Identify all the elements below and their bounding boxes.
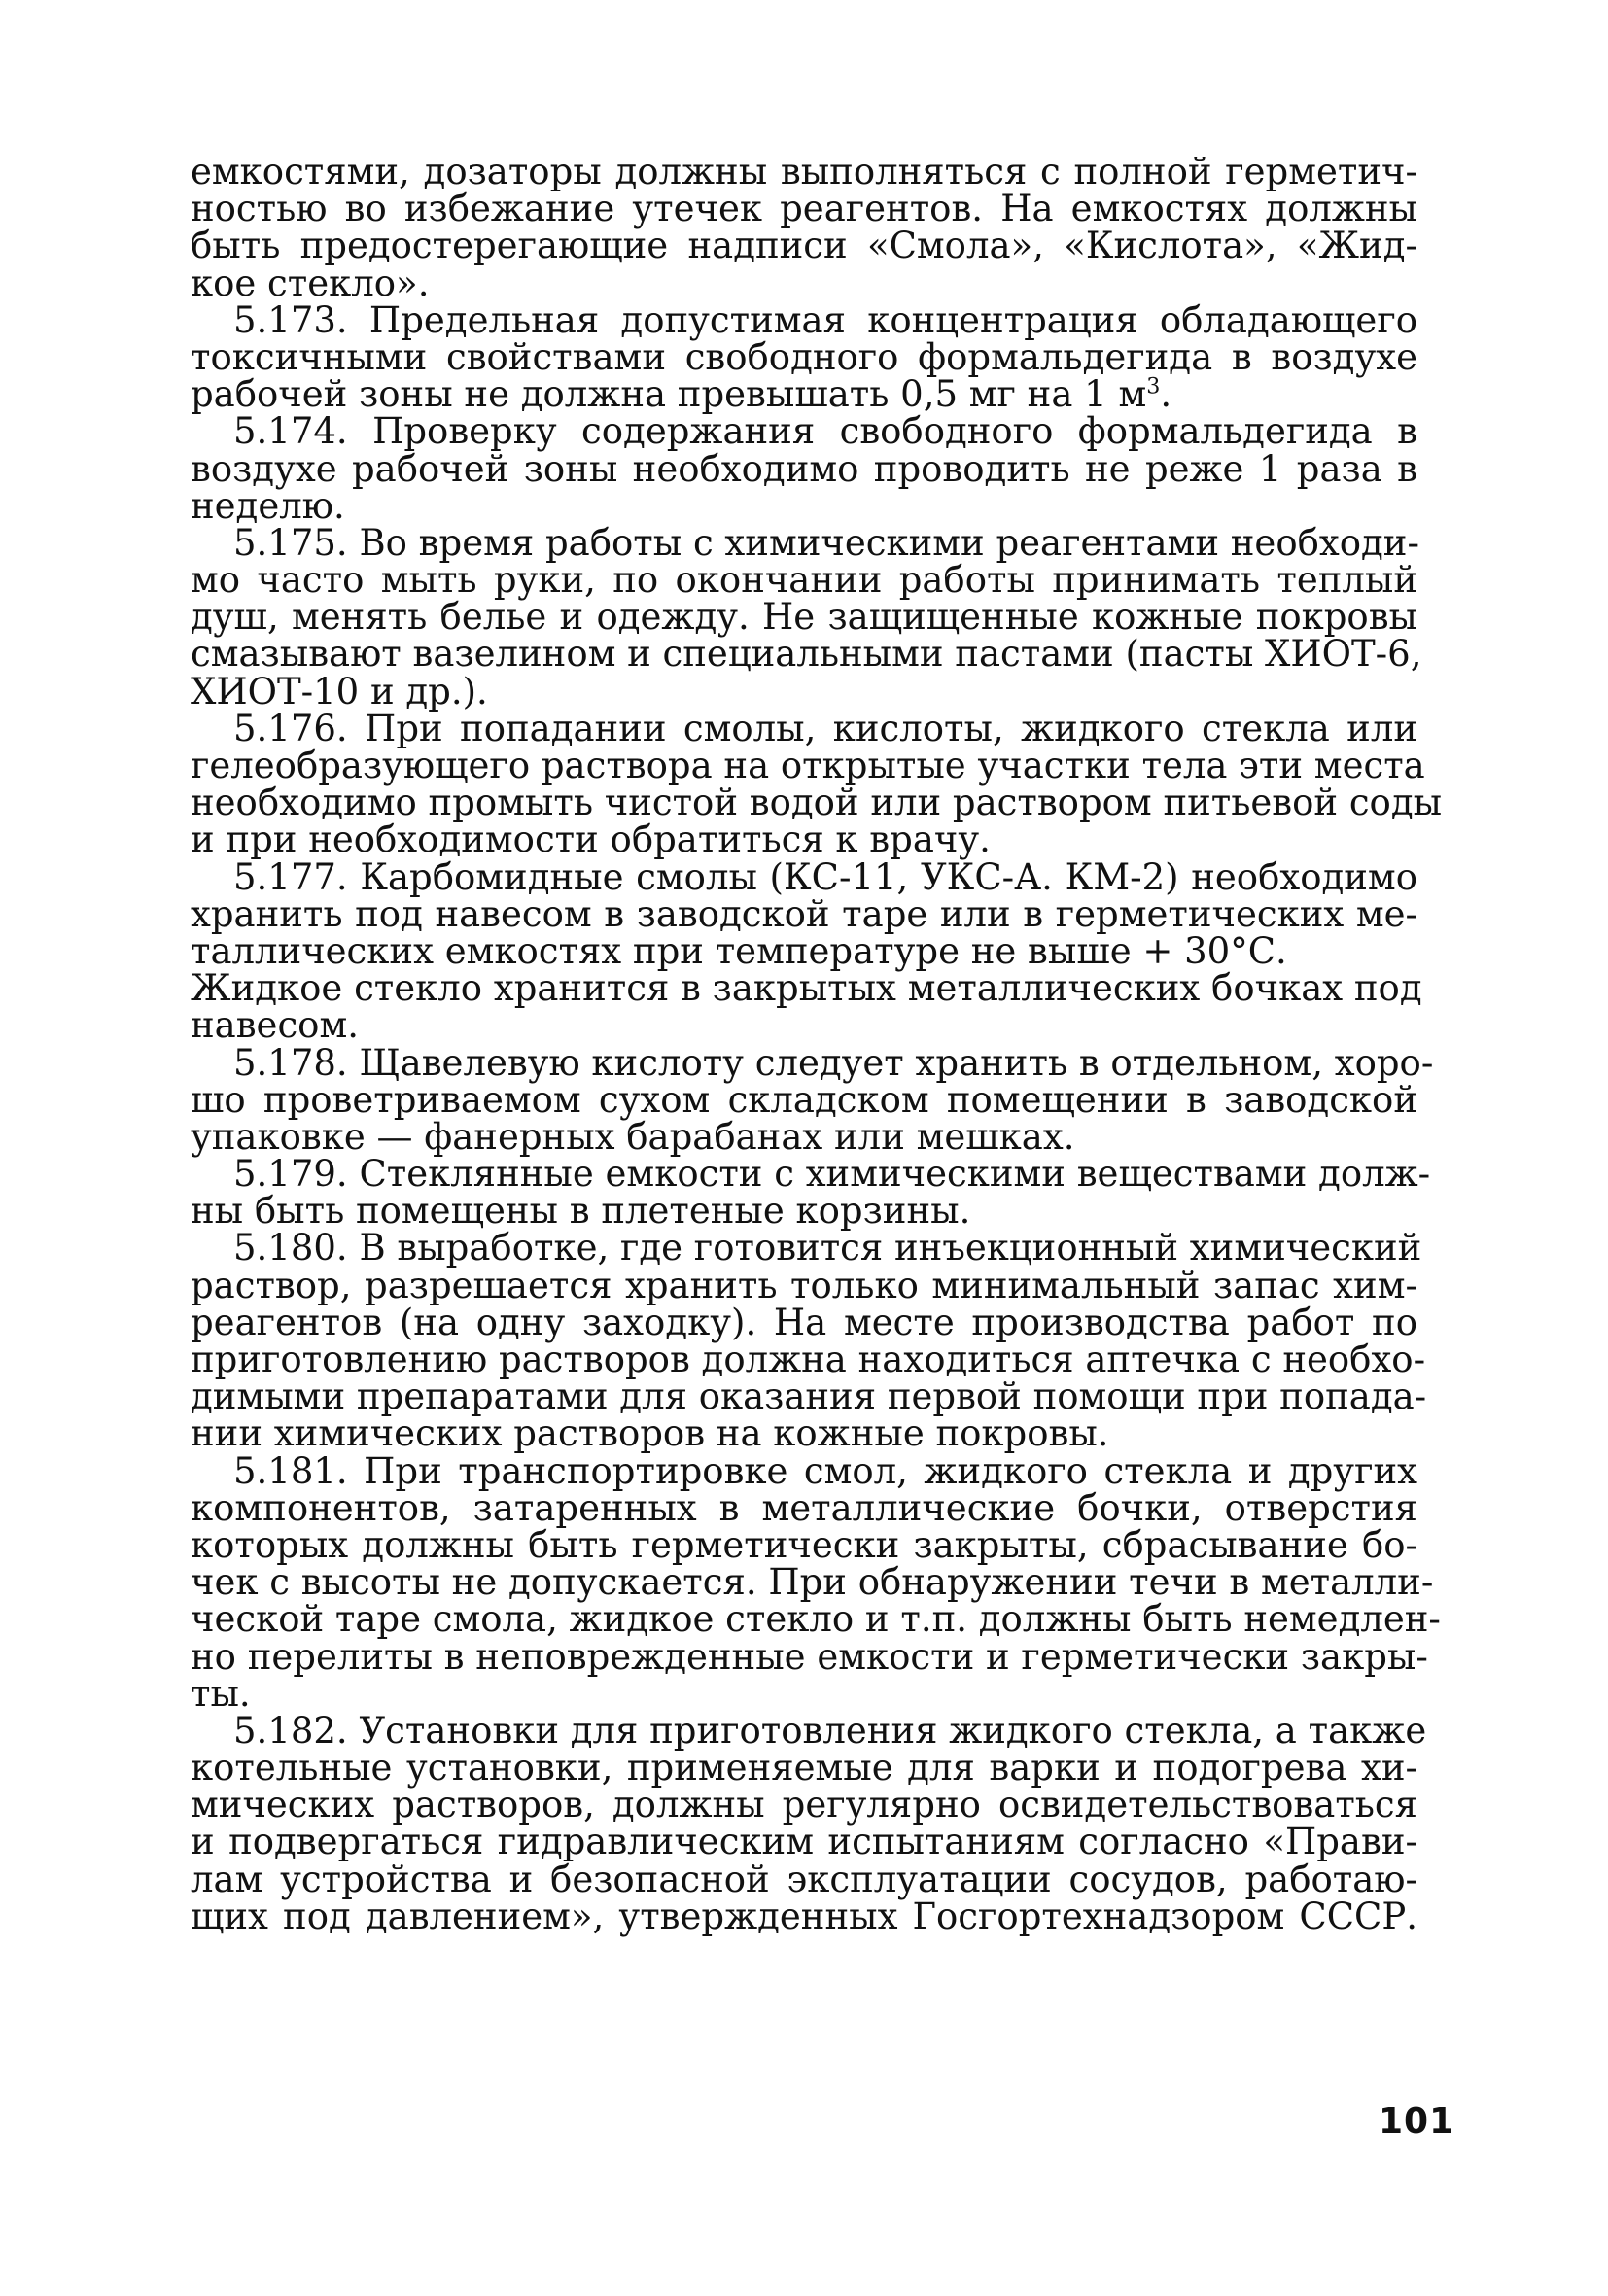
text-line: емкостями, дозаторы должны выполняться с полной герметич-: [191, 151, 1417, 192]
text-line: димыми препаратами для оказания первой помощи при попада-: [191, 1375, 1427, 1418]
text-line: и подвергаться гидравлическим испытаниям согласно «Прави-: [191, 1821, 1417, 1863]
text-line: воздухе рабочей зоны необходимо проводить не реже 1 раза в: [191, 447, 1417, 490]
superscript: 3: [1146, 373, 1161, 400]
text-line: приготовлению растворов должна находиться аптечка с необхо-: [191, 1339, 1426, 1380]
text-line: лам устройства и безопасной эксплуатации сосудов, работаю-: [191, 1858, 1417, 1900]
text-line: смазывают вазелином и специальными пастами (пасты ХИОТ-6,: [191, 633, 1422, 676]
paragraph-5-177-start: 5.177. Карбомидные смолы (КС-11, УКС-А. КМ-2) необходимо: [233, 855, 1417, 898]
paragraph-5-179-start: 5.179. Стеклянные емкости с химическими веществами долж-: [233, 1153, 1431, 1196]
text-line: которых должны быть герметически закрыты, сбрасывание бо-: [191, 1523, 1417, 1566]
text-line: компонентов, затаренных в металлические бочки, отверстия: [191, 1486, 1417, 1529]
line-suffix: .: [1160, 373, 1172, 416]
text-line: душ, менять белье и одежду. Не защищенные кожные покровы: [191, 596, 1417, 639]
text-line: ты.: [191, 1672, 251, 1715]
text-line: шо проветриваемом сухом складском помещении в заводской: [191, 1078, 1417, 1121]
text-line: кое стекло».: [191, 261, 430, 304]
text-line: раствор, разрешается хранить только минимальный запас хим-: [191, 1264, 1417, 1306]
text-line: котельные установки, применяемые для варки и подогрева хи-: [191, 1747, 1417, 1790]
text-line: нии химических растворов на кожные покровы.: [191, 1412, 1109, 1455]
paragraph-5-182-start: 5.182. Установки для приготовления жидкого стекла, а также: [233, 1709, 1427, 1752]
paragraph-5-180-start: 5.180. В выработке, где готовится инъекционный химический: [233, 1227, 1422, 1270]
paragraph-5-174-start: 5.174. Проверку содержания свободного формальдегида в: [233, 410, 1417, 453]
text-line: Жидкое стекло хранится в закрытых металлических бочках под: [191, 967, 1422, 1010]
text-line: чек с высоты не допускается. При обнаружении течи в металли-: [191, 1561, 1434, 1604]
text-line: реагентов (на одну заходку). На месте производства работ по: [191, 1301, 1417, 1343]
text-line: и при необходимости обратиться к врачу.: [191, 818, 991, 861]
paragraph-5-176-start: 5.176. При попадании смолы, кислоты, жидкого стекла или: [233, 707, 1417, 749]
text-line: навесом.: [191, 1004, 359, 1047]
paragraph-5-178-start: 5.178. Щавелевую кислоту следует хранить в отдельном, хоро-: [233, 1041, 1434, 1084]
paragraph-5-181-start: 5.181. При транспортировке смол, жидкого стекла и других: [233, 1449, 1417, 1492]
text-line: щих под давлением», утвержденных Госгортехнадзором СССР.: [191, 1895, 1417, 1937]
text-line-with-superscript: [191, 373, 1417, 416]
text-line: таллических емкостях при температуре не выше + 30°С.: [191, 929, 1287, 972]
text-line: ны быть помещены в плетеные корзины.: [191, 1190, 971, 1233]
page-body: [191, 151, 1443, 1937]
text-line: мических растворов, должны регулярно освидетельствоваться: [191, 1784, 1417, 1826]
text-line: быть предостерегающие надписи «Смола», «Кислота», «Жид-: [191, 225, 1417, 267]
text-line: необходимо промыть чистой водой или раствором питьевой соды: [191, 782, 1443, 824]
text-line: хранить под навесом в заводской таре или в герметических ме-: [191, 892, 1417, 935]
line-text: рабочей зоны не должна превышать 0,5 мг на 1 м: [191, 373, 1147, 416]
text-line: ностью во избежание утечек реагентов. На емкостях должны: [191, 188, 1417, 230]
text-line: упаковке — фанерных барабанах или мешках.: [191, 1115, 1075, 1158]
text-line: ХИОТ-10 и др.).: [191, 670, 488, 713]
paragraph-5-175-start: 5.175. Во время работы с химическими реагентами необходи-: [233, 521, 1419, 564]
text-line: гелеобразующего раствора на открытые участки тела эти места: [191, 745, 1425, 786]
text-line: ческой таре смола, жидкое стекло и т.п. должны быть немедлен-: [191, 1598, 1441, 1641]
text-line: мо часто мыть руки, по окончании работы принимать теплый: [191, 559, 1417, 602]
text-line: неделю.: [191, 484, 345, 527]
paragraph-5-173-start: 5.173. Предельная допустимая концентрация обладающего: [233, 298, 1417, 341]
text-line: токсичными свойствами свободного формальдегида в воздухе: [191, 335, 1417, 378]
page-number: 101: [1379, 2102, 1455, 2141]
text-line: но перелиты в неповрежденные емкости и герметически закры-: [191, 1635, 1428, 1678]
